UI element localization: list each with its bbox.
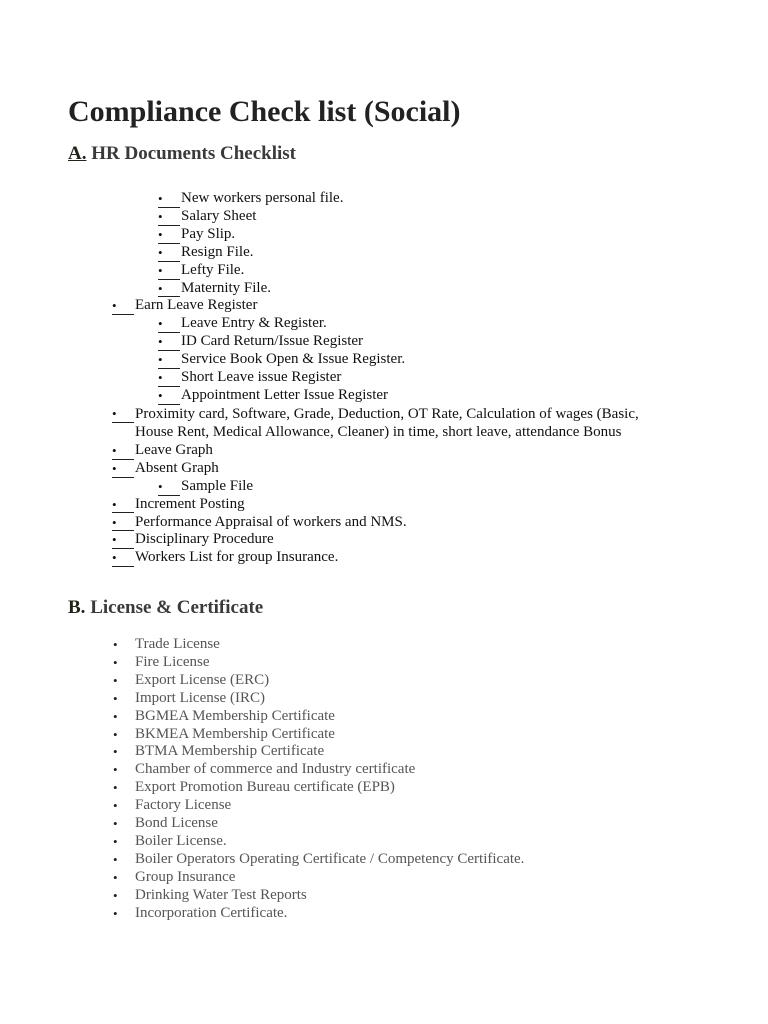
list-item: [0, 190, 768, 208]
list-item-text: Leave Entry & Register.: [181, 315, 327, 332]
list-item-text: Trade License: [135, 636, 220, 652]
list-item: [0, 743, 768, 761]
hr-documents-list: [0, 190, 768, 567]
list-item-text: Boiler License.: [135, 832, 227, 849]
bullet-marker: •: [112, 297, 134, 315]
list-item: [0, 315, 768, 333]
bullet-marker: •: [158, 226, 180, 244]
bullet-dot: •: [113, 851, 118, 867]
list-item: [0, 460, 768, 478]
list-item-text: Workers List for group Insurance.: [135, 549, 339, 566]
bullet-dot: •: [113, 637, 118, 652]
list-item-text: BKMEA Membership Certificate: [135, 725, 335, 742]
list-item-text: Lefty File.: [181, 261, 245, 278]
bullet-marker: •: [158, 351, 180, 369]
list-item-text: Leave Graph: [135, 441, 213, 458]
section-b-heading: [68, 596, 263, 620]
list-item: [0, 726, 768, 744]
list-item-text: Increment Posting: [135, 495, 245, 512]
list-item-text: Resign File.: [181, 243, 254, 260]
bullet-dot: •: [113, 672, 118, 688]
list-item: [0, 654, 768, 672]
list-item: [0, 531, 768, 549]
bullet-dot: •: [113, 869, 118, 885]
list-item: [0, 672, 768, 690]
list-item: [0, 496, 768, 514]
bullet-dot: •: [113, 887, 118, 903]
bullet-dot: •: [113, 798, 118, 814]
bullet-marker: •: [112, 549, 134, 567]
page-title: Compliance Check list (Social): [68, 95, 461, 128]
list-item: [0, 833, 768, 851]
list-item: [0, 636, 768, 654]
list-item-text: Export Promotion Bureau certificate (EPB): [135, 779, 395, 796]
bullet-marker: •: [158, 315, 180, 333]
list-item: [0, 405, 768, 442]
bullet-dot: •: [113, 744, 118, 760]
bullet-dot: •: [113, 762, 118, 778]
list-item-text: BTMA Membership Certificate: [135, 743, 325, 760]
list-item-text: Salary Sheet: [181, 207, 257, 224]
list-item-text: Earn Leave Register: [135, 297, 258, 314]
list-item: [0, 514, 768, 532]
list-item-text: Short Leave issue Register: [181, 369, 342, 386]
list-item-text: BGMEA Membership Certificate: [135, 707, 335, 724]
bullet-marker: •: [158, 280, 180, 298]
list-item-text: Proximity card, Software, Grade, Deduction, OT Rate, Calculation of wages (Basic, House Rent, Medical Allowance, Cleaner) in time, short leave, attendance Bonus: [135, 405, 639, 441]
list-item: [0, 280, 768, 298]
section-b-letter: B.: [68, 597, 86, 618]
bullet-marker: •: [158, 244, 180, 262]
bullet-dot: •: [113, 726, 118, 742]
list-item-text: Drinking Water Test Reports: [135, 886, 307, 903]
list-item-text: Disciplinary Procedure: [135, 531, 274, 548]
list-item-text: Fire License: [135, 653, 210, 670]
list-item-text: Bond License: [135, 815, 218, 832]
bullet-marker: •: [112, 405, 134, 423]
list-item: [0, 387, 768, 405]
list-item-text: New workers personal file.: [181, 190, 344, 206]
list-item: [0, 779, 768, 797]
license-certificate-list: [0, 636, 768, 923]
list-item: [0, 905, 768, 923]
list-item: [0, 369, 768, 387]
list-item-text: Appointment Letter Issue Register: [181, 386, 389, 403]
bullet-dot: •: [113, 654, 118, 670]
bullet-marker: •: [158, 333, 180, 351]
list-item: [0, 708, 768, 726]
section-a-heading: [68, 142, 296, 166]
list-item-text: Group Insurance: [135, 868, 236, 885]
list-item-text: Chamber of commerce and Industry certificate: [135, 761, 416, 778]
bullet-marker: •: [158, 262, 180, 280]
list-item: [0, 333, 768, 351]
section-a-letter: A.: [68, 143, 87, 164]
list-item-text: Service Book Open & Issue Register.: [181, 351, 406, 368]
list-item: [0, 887, 768, 905]
list-item: [0, 761, 768, 779]
bullet-dot: •: [113, 690, 118, 706]
bullet-dot: •: [113, 833, 118, 849]
list-item: [0, 851, 768, 869]
section-b-title: License & Certificate: [90, 597, 264, 618]
list-item-text: Sample File: [181, 477, 254, 494]
list-item: [0, 297, 768, 315]
list-item-text: Export License (ERC): [135, 671, 270, 688]
bullet-marker: •: [112, 531, 134, 549]
list-item-text: ID Card Return/Issue Register: [181, 333, 364, 350]
bullet-dot: •: [113, 905, 118, 921]
list-item-text: Import License (IRC): [135, 689, 265, 706]
list-item: [0, 244, 768, 262]
bullet-marker: •: [112, 460, 134, 478]
list-item-text: Boiler Operators Operating Certificate / Competency Certificate.: [135, 850, 525, 867]
bullet-marker: •: [158, 478, 180, 496]
list-item-text: Incorporation Certificate.: [135, 904, 288, 921]
bullet-dot: •: [113, 708, 118, 724]
section-a-title: HR Documents Checklist: [91, 143, 297, 164]
list-item-text: Maternity File.: [181, 279, 271, 296]
list-item: [0, 226, 768, 244]
list-item-text: Pay Slip.: [181, 225, 236, 242]
list-item: [0, 815, 768, 833]
list-item-text: Factory License: [135, 797, 232, 814]
bullet-marker: •: [112, 496, 134, 514]
list-item: [0, 478, 768, 496]
bullet-marker: •: [158, 208, 180, 226]
list-item: [0, 690, 768, 708]
list-item: [0, 262, 768, 280]
bullet-dot: •: [113, 816, 118, 832]
bullet-marker: •: [112, 442, 134, 460]
list-item: [0, 869, 768, 887]
list-item: [0, 797, 768, 815]
bullet-marker: •: [158, 190, 180, 208]
list-item: [0, 208, 768, 226]
list-item: [0, 442, 768, 460]
bullet-marker: •: [158, 387, 180, 405]
list-item: [0, 549, 768, 567]
bullet-marker: •: [158, 369, 180, 387]
list-item-text: Absent Graph: [135, 459, 219, 476]
list-item-text: Performance Appraisal of workers and NMS.: [135, 513, 407, 530]
bullet-dot: •: [113, 780, 118, 796]
list-item: [0, 351, 768, 369]
bullet-marker: •: [112, 514, 134, 532]
